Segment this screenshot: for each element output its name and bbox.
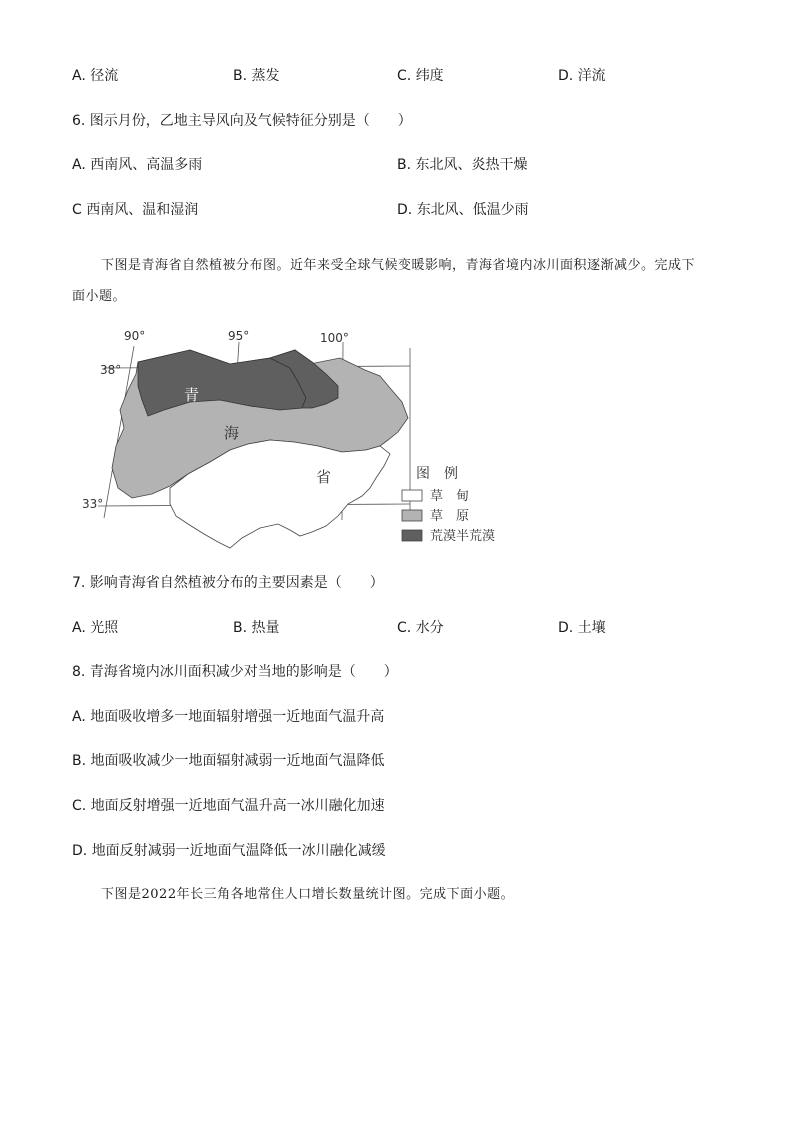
q6-option-d [397, 200, 529, 220]
legend-label-desert: 荒漠半荒漠 [430, 529, 496, 544]
q8-stem: 8. 青海省境内冰川面积减少对当地的影响是（ ） [72, 664, 398, 680]
legend-label-grassland: 草 原 [430, 509, 470, 524]
q8-option-c [72, 796, 385, 816]
province-char-qing: 青 [184, 386, 200, 404]
lon-label-95: 95° [228, 329, 250, 343]
option-text: 光照 [90, 620, 119, 636]
q7-stem: 7. 影响青海省自然植被分布的主要因素是（ ） [72, 575, 384, 591]
q7-option-d [558, 618, 606, 638]
option-letter: B. [233, 68, 248, 84]
option-letter: C. [72, 798, 87, 814]
option-text: 地面吸收减少一地面辐射减弱一近地面气温降低 [90, 753, 385, 769]
legend-swatch-grassland [402, 510, 422, 521]
option-text: 西南风、高温多雨 [90, 157, 203, 173]
option-text: 西南风、温和湿润 [86, 202, 199, 218]
option-letter: D. [558, 620, 574, 636]
lon-label-100: 100° [320, 331, 349, 345]
option-text: 纬度 [415, 68, 444, 84]
option-letter: D. [558, 68, 574, 84]
option-text: 东北风、低温少雨 [416, 202, 529, 218]
map-legend [402, 466, 495, 544]
option-letter: A. [72, 709, 86, 725]
intro-paragraph-line-1: 下图是青海省自然植被分布图。近年来受全球气候变暖影响，青海省境内冰川面积逐渐减少。完成下 [101, 258, 696, 273]
q8-option-b [72, 751, 385, 771]
option-text: 东北风、炎热干燥 [415, 157, 528, 173]
option-text: 土壤 [577, 620, 606, 636]
q5-option-d [558, 66, 606, 86]
province-char-sheng: 省 [316, 468, 332, 486]
legend-label-meadow: 草 甸 [430, 489, 470, 504]
legend-swatch-desert [402, 530, 422, 541]
intro-paragraph-2: 下图是2022年长三角各地常住人口增长数量统计图。完成下面小题。 [101, 887, 515, 902]
option-letter: D. [72, 843, 88, 859]
lat-label-33: 33° [82, 497, 104, 511]
option-letter: B. [397, 157, 412, 173]
intro-paragraph-line-2: 面小题。 [72, 289, 127, 304]
q7-option-b [233, 618, 280, 638]
option-letter: A. [72, 157, 86, 173]
q5-option-b [233, 66, 280, 86]
q6-option-a [72, 155, 202, 175]
q8-option-a [72, 707, 384, 727]
option-text: 热量 [251, 620, 280, 636]
legend-title: 图 例 [416, 466, 458, 482]
q5-option-c [397, 66, 444, 86]
option-text: 地面吸收增多一地面辐射增强一近地面气温升高 [90, 709, 385, 725]
option-letter: A. [72, 620, 86, 636]
option-letter: B. [72, 753, 87, 769]
q6-stem: 6. 图示月份，乙地主导风向及气候特征分别是（ ） [72, 113, 412, 129]
option-letter: C. [397, 620, 412, 636]
option-text: 地面反射增强一近地面气温升高一冰川融化加速 [90, 798, 385, 814]
option-text: 水分 [415, 620, 444, 636]
lat-label-38: 38° [100, 363, 122, 377]
option-text: 洋流 [577, 68, 606, 84]
q5-option-a [72, 66, 118, 86]
legend-swatch-meadow [402, 490, 422, 501]
option-text: 地面反射减弱一近地面气温降低一冰川融化减缓 [91, 843, 386, 859]
qinghai-vegetation-map [80, 328, 520, 552]
option-letter: C. [397, 68, 412, 84]
q6-option-b [397, 155, 528, 175]
q7-option-a [72, 618, 118, 638]
option-letter: C [72, 202, 82, 218]
option-letter: D. [397, 202, 413, 218]
option-letter: A. [72, 68, 86, 84]
q7-option-c [397, 618, 444, 638]
option-letter: B. [233, 620, 248, 636]
option-text: 蒸发 [251, 68, 280, 84]
q8-option-d [72, 841, 386, 861]
q6-option-c [72, 200, 198, 220]
option-text: 径流 [90, 68, 119, 84]
lon-label-90: 90° [124, 329, 146, 343]
province-char-hai: 海 [224, 424, 240, 442]
